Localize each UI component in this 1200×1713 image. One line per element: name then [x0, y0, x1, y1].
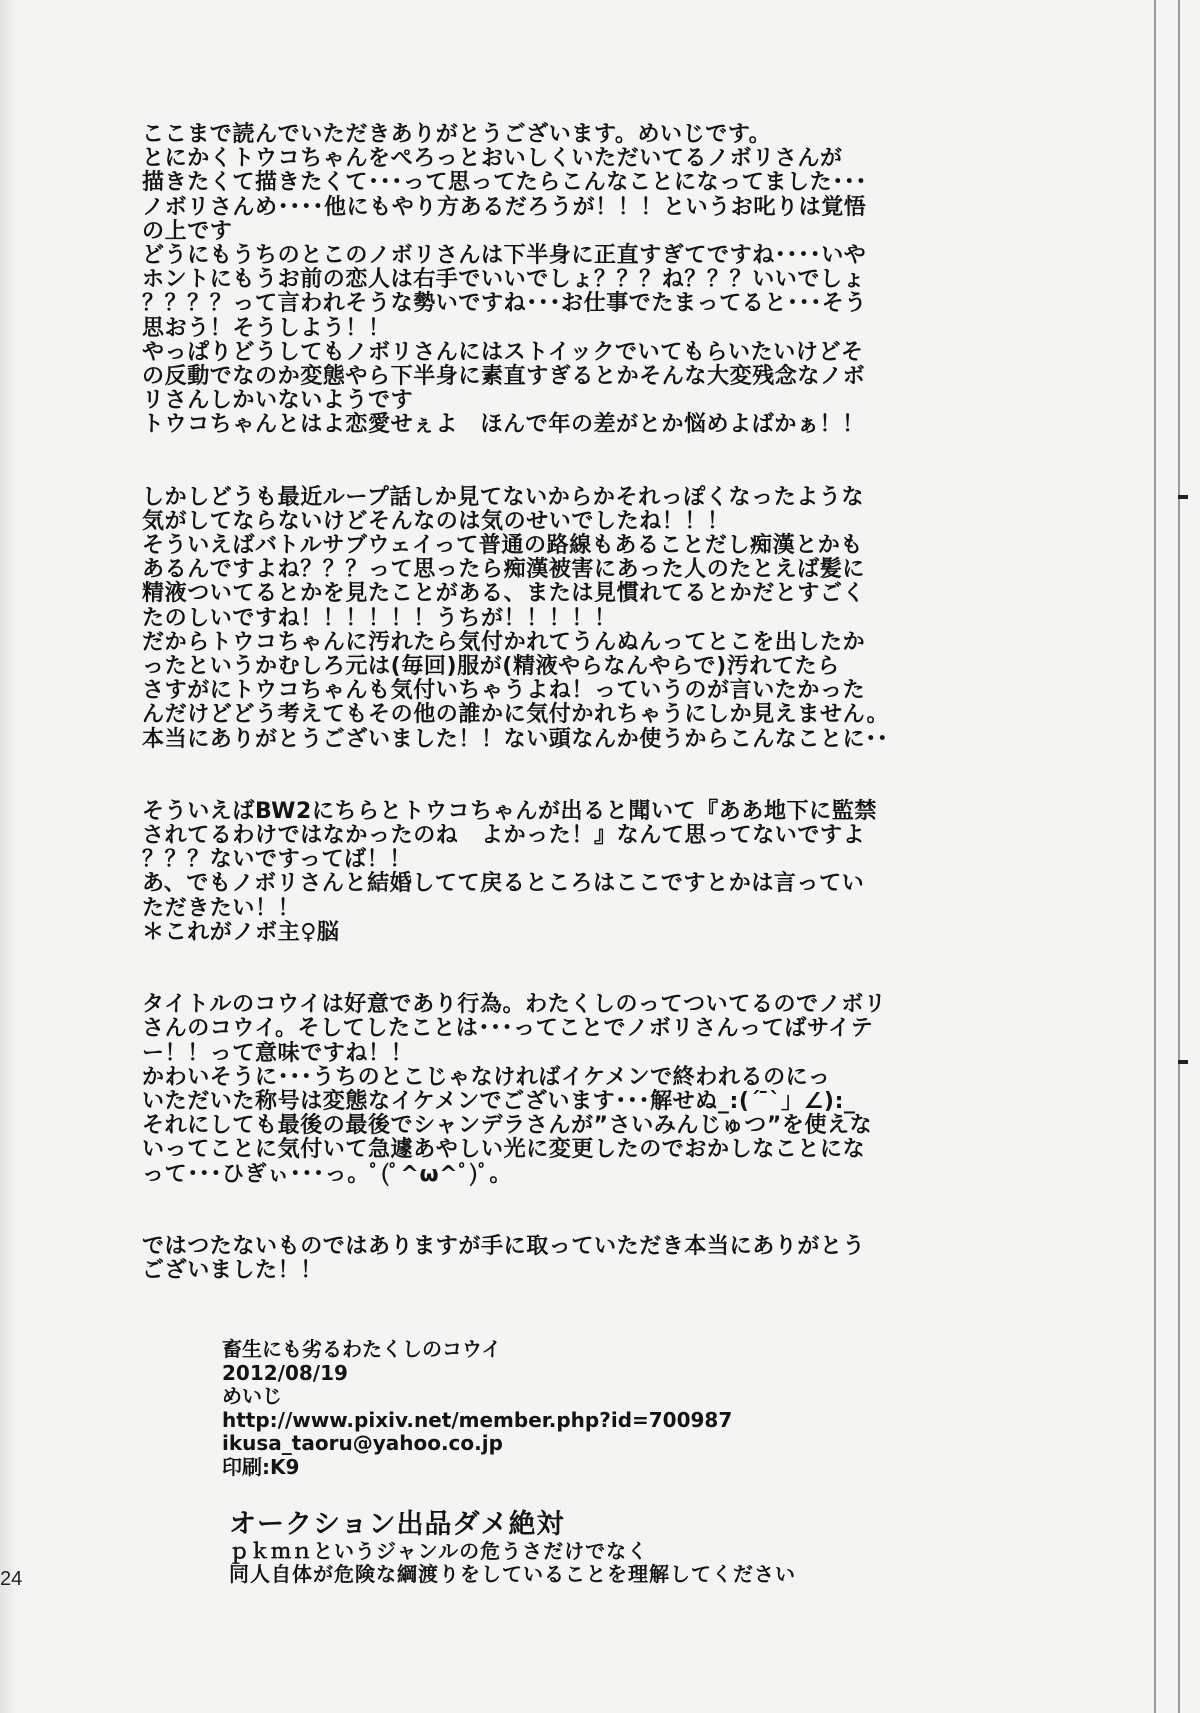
author-name: めいじ [222, 1384, 282, 1409]
page-gutter-shadow [0, 0, 18, 1713]
notice-line: ｐｋｍｎというジャンルの危うさだけでなく [229, 1539, 649, 1563]
text-line: いってことに気付いて急遽あやしい光に変更したのでおかしなことにな [142, 1137, 866, 1163]
text-line: それにしても最後の最後でシャンデラさんが”さいみんじゅつ”を使えな [142, 1113, 873, 1139]
paragraph-thanks [142, 123, 1142, 438]
text-line: ホントにもうお前の恋人は右手でいいでしょ？？？ね？？？いいでしょ [142, 267, 866, 293]
text-line: 精液ついてるとかを見たことがある、または見慣れてるとかだとすごく [142, 581, 866, 607]
text-line: トウコちゃんとはよ恋愛せぇよ ほんで年の差がとか悩めよばかぁ！！ [142, 412, 865, 438]
resale-notice [229, 1510, 796, 1586]
text-line: さんのコウイ。そしてしたことは･･･ってことでノボリさんってばサイテ [142, 1016, 874, 1042]
text-line: だからトウコちゃんに汚れたら気付かれてうんぬんってとこを出したか [142, 629, 866, 655]
page-edge-line [1154, 0, 1156, 1713]
text-line: って･･･ひぎぃ･･･っ。ﾟ(ﾟ^ω^ﾟ)ﾟ。 [142, 1161, 513, 1187]
book-title: 畜生にも劣るわたくしのコウイ [222, 1337, 502, 1361]
text-line: の反動でなのか変態やら下半身に素直すぎるとかそんな大変残念なノボ [142, 364, 866, 390]
text-line: 思おう！そうしよう！！ [142, 315, 391, 341]
text-line: どうにもうちのとこのノボリさんは下半身に正直すぎてですね････いや [142, 243, 867, 269]
text-line: んだけどどう考えてもその他の誰かに気付かれちゃうにしか見えません。 [142, 702, 890, 728]
text-line: ったというかむしろ元は(毎回)服が(精液やらなんやらで)汚れてたら [142, 654, 840, 680]
text-line: 本当にありがとうございました！！ない頭なんか使うからこんなことに･･ [142, 726, 889, 752]
text-line: ？？？？って言われそうな勢いですね･･･お仕事でたまってると･･･そう [142, 291, 868, 317]
text-line: ではつたないものではありますが手に取っていただき本当にありがとう [142, 1233, 866, 1259]
text-line: 描きたくて描きたくて･･･って思ってたらこんなことになってました･･･ [142, 170, 868, 196]
author-url: http://www.pixiv.net/member.php?id=700987 [222, 1407, 733, 1432]
author-email: ikusa_taoru@yahoo.co.jp [222, 1431, 503, 1456]
text-line: ございました！！ [142, 1257, 323, 1283]
publish-date: 2012/08/19 [222, 1360, 348, 1385]
text-line: ？？？ないですってば！！ [142, 847, 412, 873]
paragraph-bw2 [142, 800, 1142, 945]
binding-mark [1178, 495, 1188, 499]
text-line: ただきたい！！ [142, 895, 301, 921]
colophon [222, 1338, 732, 1480]
afterword-body [142, 123, 1142, 1331]
paragraph-title-meaning [142, 993, 1142, 1187]
paragraph-closing [142, 1235, 1142, 1283]
text-line: ここまで読んでいただきありがとうございます。めいじです。 [142, 122, 772, 147]
notice-line: 同人自体が危険な綱渡りをしていることを理解してください [229, 1562, 796, 1586]
text-line: たのしいですね！！！！！！うちが！！！！！ [142, 605, 617, 631]
text-line: やっぱりどうしてもノボリさんにはストイックでいてもらいたいけどそ [142, 339, 864, 365]
page-edge-line [1178, 0, 1180, 1713]
text-line: あるんですよね？？？って思ったら痴漢被害にあった人のたとえば髪に [142, 557, 865, 583]
text-line: いただいた称号は変態なイケメンでございます･･･解せぬ_:(´ ̄`」∠):_ [142, 1088, 856, 1114]
notice-title: オークション出品ダメ絶対 [229, 1509, 565, 1540]
text-line: ノボリさんめ････他にもやり方あるだろうが！！！というお叱りは覚悟 [142, 194, 867, 220]
paragraph-loop-story [142, 486, 1142, 752]
text-line: タイトルのコウイは好意であり行為。わたくしのってついてるのでノボリ [142, 992, 887, 1018]
text-line: されてるわけではなかったのね よかった！』なんて思ってないですよ [142, 823, 866, 849]
text-line: さすがにトウコちゃんも気付いちゃうよね！っていうのが言いたかった [142, 678, 866, 704]
text-line: とにかくトウコちゃんをぺろっとおいしくいただいてるノボリさんが [142, 146, 843, 172]
printer-credit: 印刷:K9 [222, 1454, 300, 1479]
page-number: 24 [0, 1568, 23, 1590]
text-line: しかしどうも最近ループ話しか見てないからかそれっぽくなったような [142, 484, 865, 510]
text-line: リさんしかいないようです [142, 388, 414, 414]
text-line: あ、でもノボリさんと結婚してて戻るところはここですとかは言ってい [142, 871, 865, 897]
text-line: そういえばバトルサブウェイって普通の路線もあることだし痴漢とかも [142, 533, 864, 559]
text-line: ー！！って意味ですね！！ [142, 1040, 414, 1066]
text-line: そういえばBW2にちらとトウコちゃんが出ると聞いて『ああ地下に監禁 [142, 798, 877, 824]
text-line: かわいそうに･･･うちのとこじゃなければイケメンで終われるのにっ [142, 1064, 831, 1090]
text-line: の上です [142, 218, 233, 244]
text-line: 気がしてならないけどそんなのは気のせいでしたね！！！ [142, 508, 730, 534]
binding-mark [1178, 1060, 1188, 1064]
text-line: ＊これがノボ主♀脳 [142, 919, 340, 945]
